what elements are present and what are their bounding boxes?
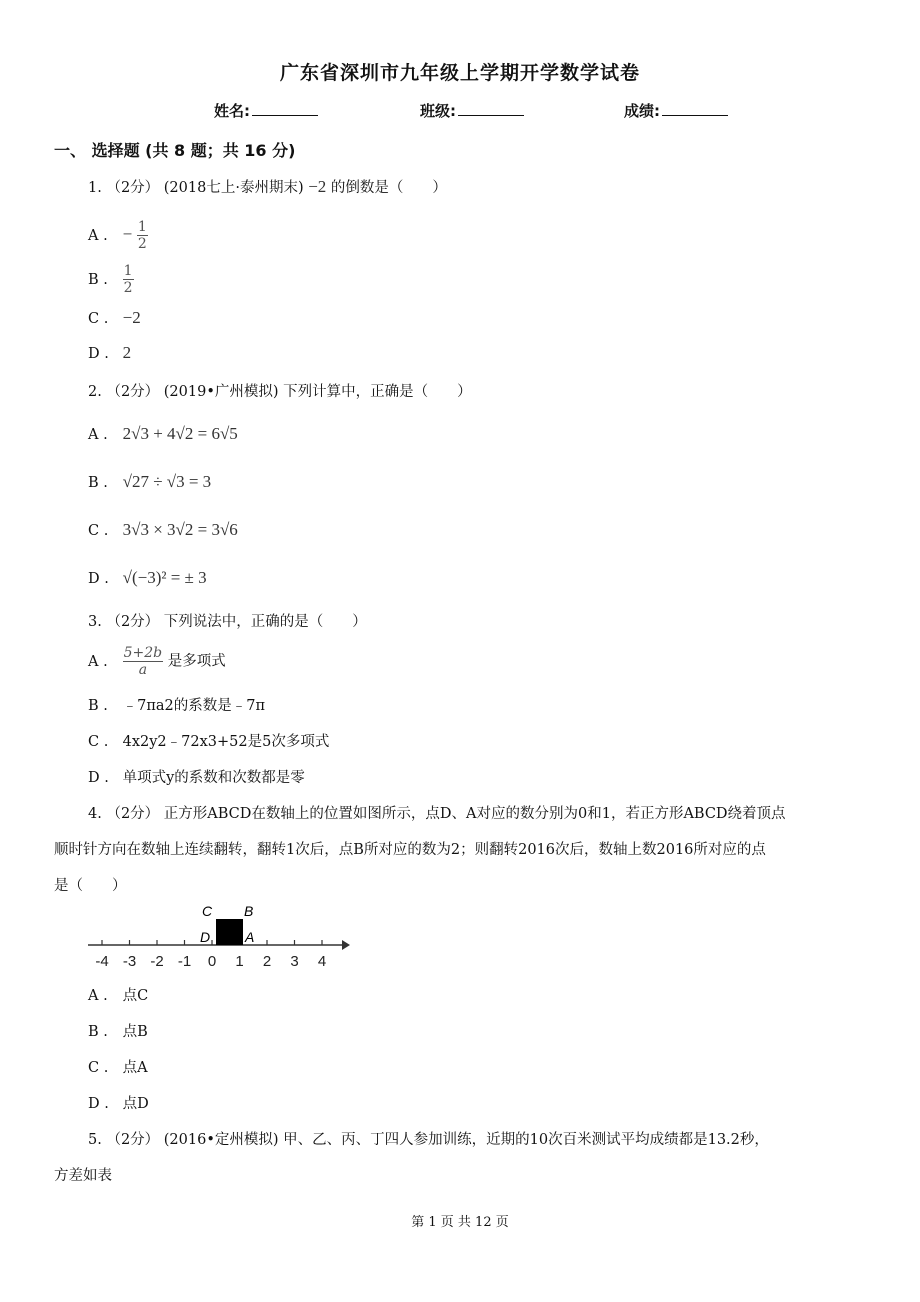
score-blank[interactable] <box>662 101 728 116</box>
tick-label: 2 <box>262 953 272 970</box>
numerator: 1 <box>137 219 147 235</box>
option-label: B . <box>88 475 108 491</box>
score-label: 成绩: <box>624 102 660 120</box>
fraction <box>123 264 134 295</box>
tick-label: 1 <box>235 953 244 970</box>
question-5-stem-line-2: 方差如表 <box>54 1168 112 1184</box>
q1-option-a[interactable] <box>88 220 148 251</box>
q1-option-d[interactable] <box>88 343 131 363</box>
option-label: A . <box>88 227 108 244</box>
tick-label: 4 <box>317 953 327 970</box>
vertex-label-c: C <box>202 903 213 919</box>
q1-option-c[interactable] <box>88 308 141 328</box>
numerator: 5+2b <box>123 645 163 661</box>
option-label: B . <box>88 1024 108 1040</box>
tick-label: -1 <box>177 953 192 970</box>
page-footer: 第 1 页 共 12 页 <box>411 1215 509 1230</box>
tick-label: -4 <box>95 953 109 970</box>
question-2-stem: 2. （2分） (2019•广州模拟) 下列计算中，正确是（ ） <box>88 384 472 400</box>
fraction <box>137 220 148 251</box>
option-math: √(−3)² = ± 3 <box>122 568 207 587</box>
q2-option-b[interactable] <box>88 472 211 492</box>
tick-label: -2 <box>150 953 164 970</box>
option-math: 2 <box>122 343 132 362</box>
name-blank[interactable] <box>252 101 318 116</box>
question-5-stem-line-1: 5. （2分） (2016•定州模拟) 甲、乙、丙、丁四人参加训练，近期的10次百米测试平均成绩都是13.2秒， <box>88 1132 769 1148</box>
option-text: 是多项式 <box>167 653 226 670</box>
option-text: 点B <box>122 1024 148 1040</box>
option-text: 点D <box>122 1096 149 1112</box>
class-label: 班级: <box>420 102 456 120</box>
tick-label: -3 <box>122 953 137 970</box>
q3-option-a[interactable] <box>88 646 226 677</box>
option-text: 单项式y的系数和次数都是零 <box>122 770 305 786</box>
option-label: B . <box>88 271 108 288</box>
option-label: A . <box>88 988 108 1004</box>
q1-option-b[interactable] <box>88 264 134 295</box>
q2-option-c[interactable] <box>88 520 238 540</box>
minus-sign: − <box>122 224 133 244</box>
option-label: D . <box>88 770 109 786</box>
score-field <box>624 100 728 121</box>
vertex-label-a: A <box>245 929 255 945</box>
q4-option-a[interactable] <box>88 984 148 1005</box>
fraction <box>123 646 164 677</box>
denominator: a <box>138 662 148 678</box>
vertex-label-b: B <box>244 903 254 919</box>
option-text: 4x2y2﹣72x3+52是5次多项式 <box>122 734 330 750</box>
option-label: A . <box>88 653 108 670</box>
section-heading: 一、 选择题 (共 8 题；共 16 分) <box>54 141 296 160</box>
q3-option-d[interactable] <box>88 766 305 787</box>
question-4-stem-line-1: 4. （2分） 正方形ABCD在数轴上的位置如图所示，点D、A对应的数分别为0和1，若正方形ABCD绕着顶点 <box>88 806 786 822</box>
question-4-stem-line-3: 是（ ） <box>54 878 127 894</box>
q1-stem-math: −2 <box>308 177 327 196</box>
q2-option-d[interactable] <box>88 568 207 588</box>
option-label: C . <box>88 311 109 327</box>
number-line-figure <box>84 900 354 972</box>
name-label: 姓名: <box>214 102 250 120</box>
square-abcd <box>216 919 243 945</box>
q1-stem-text: 1. （2分） (2018七上·泰州期末) <box>88 180 304 196</box>
option-label: C . <box>88 734 109 750</box>
page-title: 广东省深圳市九年级上学期开学数学试卷 <box>279 62 640 84</box>
name-field <box>214 100 318 121</box>
q3-option-c[interactable] <box>88 730 329 751</box>
question-1-stem <box>88 176 447 197</box>
question-3-stem: 3. （2分） 下列说法中，正确的是（ ） <box>88 614 367 630</box>
q4-option-d[interactable] <box>88 1092 149 1113</box>
class-blank[interactable] <box>458 101 524 116</box>
option-math: 3√3 × 3√2 = 3√6 <box>122 520 238 539</box>
denominator: 2 <box>137 236 147 252</box>
option-text: ﹣7πa2的系数是﹣7π <box>122 698 265 714</box>
option-math: −2 <box>122 308 141 327</box>
option-text: 点C <box>122 988 149 1004</box>
axis-arrow <box>342 940 350 950</box>
tick-label: 3 <box>290 953 299 970</box>
tick-label: 0 <box>207 953 217 970</box>
q4-option-b[interactable] <box>88 1020 148 1041</box>
option-label: C . <box>88 523 109 539</box>
option-label: D . <box>88 346 109 362</box>
option-label: D . <box>88 1096 109 1112</box>
option-text: 点A <box>122 1060 148 1076</box>
question-4-stem-line-2: 顺时针方向在数轴上连续翻转，翻转1次后，点B所对应的数为2；则翻转2016次后，数轴上数2016所对应的点 <box>54 842 766 858</box>
option-label: A . <box>88 427 108 443</box>
q3-option-b[interactable] <box>88 694 265 715</box>
option-label: D . <box>88 571 109 587</box>
denominator: 2 <box>123 280 133 296</box>
class-field <box>420 100 524 121</box>
vertex-label-d: D <box>200 929 211 945</box>
option-label: C . <box>88 1060 109 1076</box>
q4-option-c[interactable] <box>88 1056 148 1077</box>
option-math: 2√3 + 4√2 = 6√5 <box>122 424 238 443</box>
q2-option-a[interactable] <box>88 424 238 444</box>
option-label: B . <box>88 698 108 714</box>
q1-stem-tail: 的倒数是（ ） <box>330 180 447 196</box>
numerator: 1 <box>123 263 133 279</box>
option-math: √27 ÷ √3 = 3 <box>122 472 212 491</box>
